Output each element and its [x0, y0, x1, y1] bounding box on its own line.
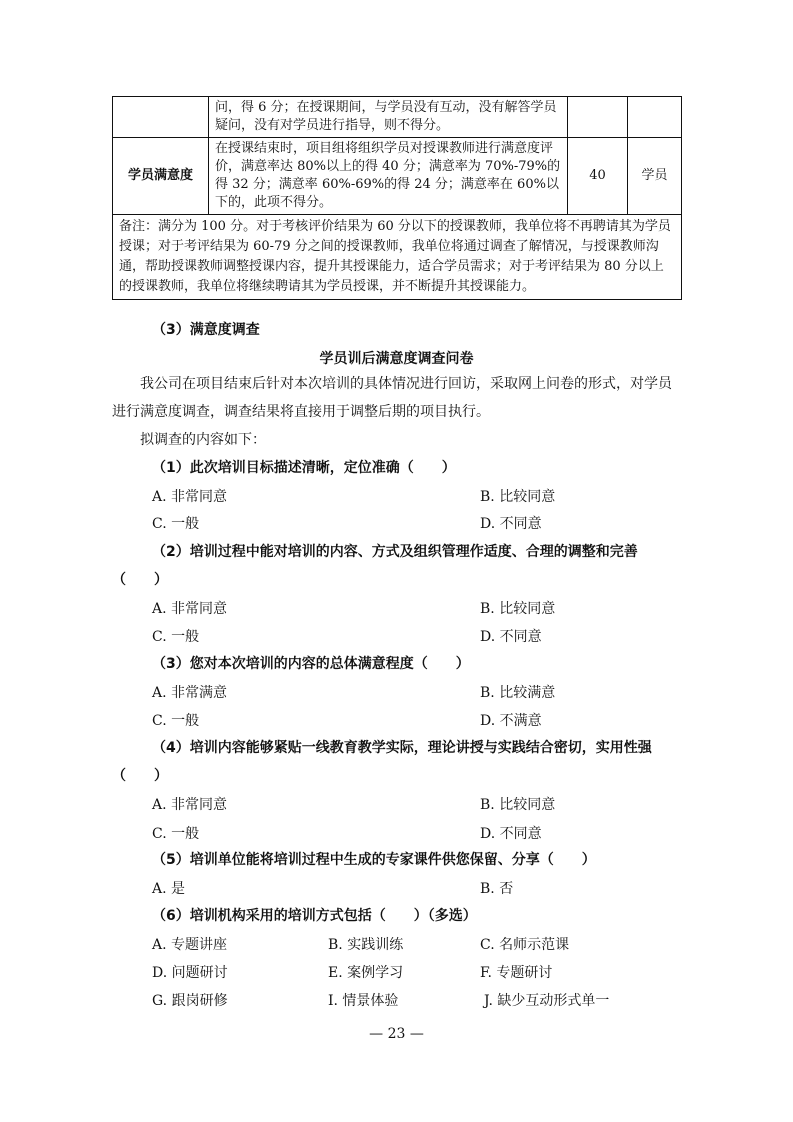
question-option: C. 一般 — [152, 629, 200, 645]
question-text: （6）培训机构采用的培训方式包括（ ）（多选） — [152, 908, 477, 924]
table-cell-evaluator: 学员 — [628, 138, 682, 215]
table-row — [113, 138, 682, 215]
question-option: A. 非常同意 — [152, 489, 228, 505]
intro-line: 拟调查的内容如下： — [140, 432, 266, 448]
question-option: C. 一般 — [152, 516, 200, 532]
question-option: A. 专题讲座 — [152, 937, 228, 953]
question-option: B. 比较同意 — [480, 601, 556, 617]
table-cell-item — [113, 97, 209, 138]
table-note: 备注：满分为 100 分。对于考核评价结果为 60 分以下的授课教师，我单位将不再聘请其为学员授课；对于考评结果为 60-79 分之间的授课教师，我单位将通过调查了解情况，与授课教师沟通，帮助授课教师调整授课内容，提升其授课能力，适合学员需求；对于考评结果为 80 分以上的授课教师，我单位将继续聘请其为学员授课，并不断提升其授课能力。 — [113, 215, 682, 300]
question-option: A. 非常满意 — [152, 685, 228, 701]
table-row — [113, 97, 682, 138]
question-option: A. 非常同意 — [152, 601, 228, 617]
table-cell-score — [568, 97, 628, 138]
question-option: J. 缺少互动形式单一 — [484, 993, 610, 1009]
table-cell-item: 学员满意度 — [113, 138, 209, 215]
page-number: — 23 — — [369, 1026, 424, 1042]
question-option: A. 是 — [152, 881, 186, 897]
question-option: F. 专题研讨 — [480, 965, 553, 981]
question-option: B. 比较满意 — [480, 685, 556, 701]
question-option: C. 一般 — [152, 826, 200, 842]
question-option: B. 比较同意 — [480, 797, 556, 813]
question-option: C. 一般 — [152, 713, 200, 729]
question-text: （3）您对本次培训的内容的总体满意程度（ ） — [152, 656, 470, 672]
table-cell-criteria: 问，得 6 分；在授课期间，与学员没有互动，没有解答学员疑问，没有对学员进行指导，则不得分。 — [209, 97, 568, 138]
question-option: B. 比较同意 — [480, 489, 556, 505]
question-option: I. 情景体验 — [328, 993, 399, 1009]
question-text: （2）培训过程中能对培训的内容、方式及组织管理作适度、合理的调整和完善（ ） — [112, 544, 638, 588]
table-cell-score: 40 — [568, 138, 628, 215]
table-cell-evaluator — [628, 97, 682, 138]
question-option: C. 名师示范课 — [480, 937, 570, 953]
question-option: B. 实践训练 — [328, 937, 404, 953]
question-option: D. 不满意 — [480, 713, 542, 729]
question-option: E. 案例学习 — [328, 965, 404, 981]
question-option: D. 不同意 — [480, 826, 542, 842]
question-text: （5）培训单位能将培训过程中生成的专家课件供您保留、分享（ ） — [152, 852, 596, 868]
section-heading: （3）满意度调查 — [152, 322, 260, 338]
question-option: B. 否 — [480, 881, 514, 897]
question-option: G. 跟岗研修 — [152, 993, 228, 1009]
question-option: D. 不同意 — [480, 516, 542, 532]
intro-paragraph: 我公司在项目结束后针对本次培训的具体情况进行回访，采取网上问卷的形式，对学员进行满意度调查，调查结果将直接用于调整后期的项目执行。 — [112, 376, 672, 420]
table-row-note — [113, 215, 682, 300]
questionnaire-title: 学员训后满意度调查问卷 — [319, 351, 474, 367]
question-text: （4）培训内容能够紧贴一线教育教学实际，理论讲授与实践结合密切，实用性强（ ） — [112, 740, 652, 784]
question-option: A. 非常同意 — [152, 797, 228, 813]
question-text: （1）此次培训目标描述清晰，定位准确（ ） — [152, 460, 456, 476]
question-option: D. 问题研讨 — [152, 965, 228, 981]
question-option: D. 不同意 — [480, 629, 542, 645]
table-cell-criteria: 在授课结束时，项目组将组织学员对授课教师进行满意度评价，满意率达 80%以上的得 40 分；满意率为 70%-79%的得 32 分；满意率 60%-69%的得 24 分；满意率在 60%以下的，此项不得分。 — [209, 138, 568, 215]
evaluation-table — [112, 96, 682, 300]
